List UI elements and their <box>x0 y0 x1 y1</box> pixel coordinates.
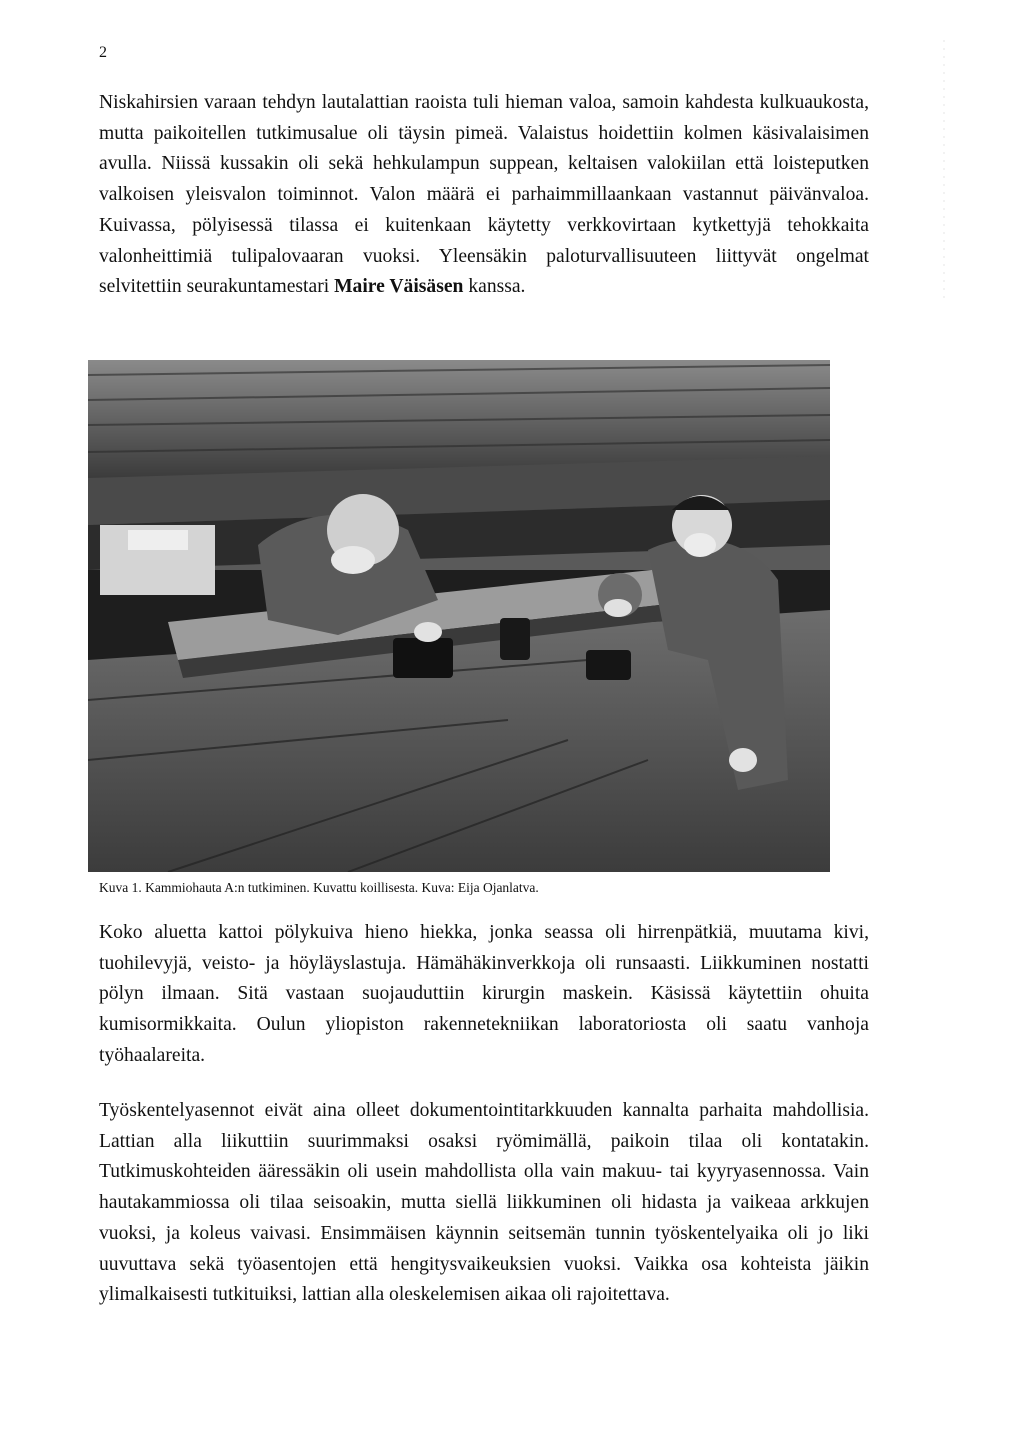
paragraph-conditions: Koko aluetta kattoi pölykuiva hieno hiekka, jonka seassa oli hirrenpätkiä, muutama kivi, tuohilevyjä, veisto- ja höyläyslastuja. Hämähäkinverkkoja oli runsaasti. Liikkuminen nostatti pölyn ilmaan. Sitä vastaan suojauduttiin kirurgin maskein. Käsissä käytettiin ohuita kumisormikkaita. Oulun yliopiston rakennetekniikan laboratoriosta oli saatu vanhoja työhaalareita. <box>99 922 869 1066</box>
paragraph-lighting-end: kanssa. <box>463 276 526 298</box>
paragraph-lighting-text: Niskahirsien varaan tehdyn lautalattian raoista tuli hieman valoa, samoin kahdesta kulkuaukosta, mutta paikoitellen tutkimusalue oli täysin pimeä. Valaistus hoidettiin kolmen käsivalaisimen avulla. Niissä kussakin oli sekä hehkulampun suppean, keltaisen valokiilan että loisteputken valkoisen yleisvalon toiminnot. Valon määrä ei parhaimmillaankaan vastannut päivänvaloa. Kuivassa, pölyisessä tilassa ei kuitenkaan käytetty verkkovirtaan kytkettyjä tehokkaita valonheittimiä tulipalovaaran vuoksi. Yleensäkin paloturvallisuuteen liittyvät ongelmat selvitettiin seurakuntamestari <box>99 92 869 298</box>
figure-caption: Kuva 1. Kammiohauta A:n tutkiminen. Kuvattu koillisesta. Kuva: Eija Ojanlatva. <box>99 880 539 895</box>
page-number: 2 <box>99 44 107 61</box>
paragraph-lighting <box>99 88 869 303</box>
person-name-bold: Maire Väisäsen <box>334 276 464 298</box>
scan-edge-marks <box>932 40 952 300</box>
excavation-photo <box>88 360 830 872</box>
paragraph-work-positions: Työskentelyasennot eivät aina olleet dokumentointitarkkuuden kannalta parhaita mahdollisia. Lattian alla liikuttiin suurimmaksi osaksi ryömimällä, paikoin tilaa oli kontatakin. Tutkimuskohteiden ääressäkin oli usein mahdollista olla vain makuu- tai kyyryasennossa. Vain hautakammiossa oli tilaa seisoakin, mutta siellä liikkuminen oli hidasta ja vaikeaa arkkujen vuoksi, ja koleus vaivasi. Ensimmäisen käynnin seitsemän tunnin työskentelyaika oli jo liki uuvuttava sekä työasentojen että hengitysvaikeuksien vuoksi. Vaikka osa kohteista jäikin ylimalkaisesti tutkituiksi, lattian alla oleskelemisen aikaa oli rajoitettava. <box>99 1100 869 1306</box>
